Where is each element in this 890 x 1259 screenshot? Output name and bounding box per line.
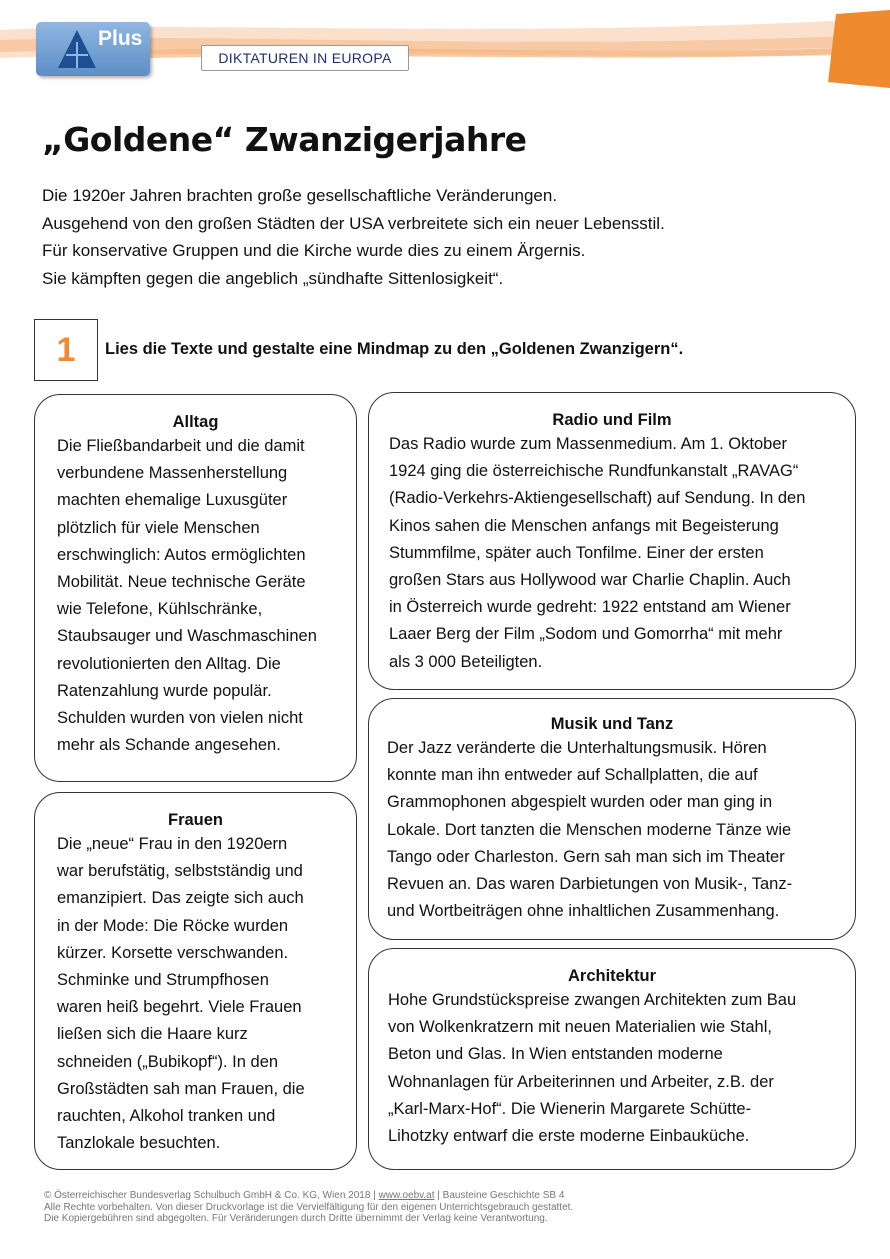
card-body: Die „neue“ Frau in den 1920ern war berufstätig, selbstständig und emanzipiert. Das zeigte sich auch in der Mode: Die Röcke wurden kürzer. Korsette verschwanden. Schminke und Strumpfhosen waren heiß begehrt. Viele Frauen ließen sich die Haare kurz schneiden („Bubikopf“). In den Großstädten sah man Frauen, die rauchten, Alkohol tranken und Tanzlokale besuchten. (57, 835, 305, 1153)
header-banner (0, 0, 890, 95)
intro-line: Die 1920er Jahren brachten große gesellschaftliche Veränderungen. (42, 186, 558, 205)
card-title: Architektur (567, 967, 657, 985)
card-body: Hohe Grundstückspreise zwangen Architekten zum Bau von Wolkenkratzern mit neuen Materialien wie Stahl, Beton und Glas. In Wien entstanden moderne Wohnanlagen für Arbeiterinnen und Arbeiter, z.B. der „Karl-Marx-Hof“. Die Wienerin Margarete Schütte- Lihotzky entwarf die erste moderne Einbauküche. (388, 991, 797, 1146)
card-musik-und-tanz (368, 698, 856, 940)
page-title: „Goldene“ Zwanzigerjahre (42, 120, 527, 159)
intro-line: Ausgehend von den großen Städten der USA verbreitete sich ein neuer Lebensstil. (42, 213, 665, 233)
card-alltag (34, 394, 357, 782)
orange-corner-tab (828, 10, 890, 88)
card-title: Radio und Film (552, 411, 672, 429)
card-frauen (34, 792, 357, 1170)
intro-line: Für konservative Gruppen und die Kirche wurde dies zu einem Ärgernis. (42, 241, 586, 260)
card-title: Alltag (172, 413, 219, 431)
triangle-logo-icon (56, 28, 98, 70)
logo-label: Plus (98, 27, 143, 50)
card-title: Frauen (167, 811, 223, 829)
plus-logo (36, 22, 150, 76)
card-body: Die Fließbandarbeit und die damit verbundene Massenherstellung machten ehemalige Luxusgüter plötzlich für viele Menschen erschwinglich: Autos ermöglichten Mobilität. Neue technische Geräte wie Telefone, Kühlschränke, Staubsauger und Waschmaschinen revolutionierten den Alltag. Die Ratenzahlung wurde populär. Schulden wurden von vielen nicht mehr als Schande angesehen. (57, 437, 317, 755)
intro-line: Sie kämpften gegen die angeblich „sündhafte Sittenlosigkeit“. (42, 268, 504, 288)
category-label: DIKTATUREN IN EUROPA (201, 45, 409, 71)
intro-text (42, 182, 665, 292)
task-instruction: Lies die Texte und gestalte eine Mindmap zu den „Goldenen Zwanzigern“. (105, 340, 684, 358)
card-architektur (368, 948, 856, 1170)
footer-copyright: © Österreichischer Bundesverlag Schulbuch GmbH & Co. KG, Wien 2018 | www.oebv.at | Bausteine Geschichte SB 4 Alle Rechte vorbehalten. Von dieser Druckvorlage ist die Vervielfältigung für den eigenen Unterrichtsgebrauch gestattet. Die Kopiergebühren sind abgegolten. Für Veränderungen durch Dritte übernimmt der Verlag keine Verantwortung. (44, 1190, 574, 1224)
task-number-box: 1 (34, 319, 98, 381)
publisher-link[interactable]: www.oebv.at (378, 1190, 435, 1201)
card-radio-und-film (368, 392, 856, 690)
card-title: Musik und Tanz (550, 715, 674, 733)
card-body: Das Radio wurde zum Massenmedium. Am 1. Oktober 1924 ging die österreichische Rundfunkanstalt „RAVAG“ (Radio-Verkehrs-Aktiengesellschaft) auf Sendung. In den Kinos sahen die Menschen anfangs mit Begeisterung Stummfilme, später auch Tonfilme. Einer der ersten großen Stars aus Hollywood war Charlie Chaplin. Auch in Österreich wurde gedreht: 1922 entstand am Wiener Laaer Berg der Film „Sodom und Gomorrha“ mit mehr als 3 000 Beteiligten. (389, 435, 806, 671)
card-body: Der Jazz veränderte die Unterhaltungsmusik. Hören konnte man ihn entweder auf Schallplatten, die auf Grammophonen abgespielt wurden oder man ging in Lokale. Dort tanzten die Menschen moderne Tänze wie Tango oder Charleston. Gern sah man sich im Theater Revuen an. Das waren Darbietungen von Musik-, Tanz- und Wortbeiträgen ohne inhaltlichen Zusammenhang. (387, 739, 793, 921)
